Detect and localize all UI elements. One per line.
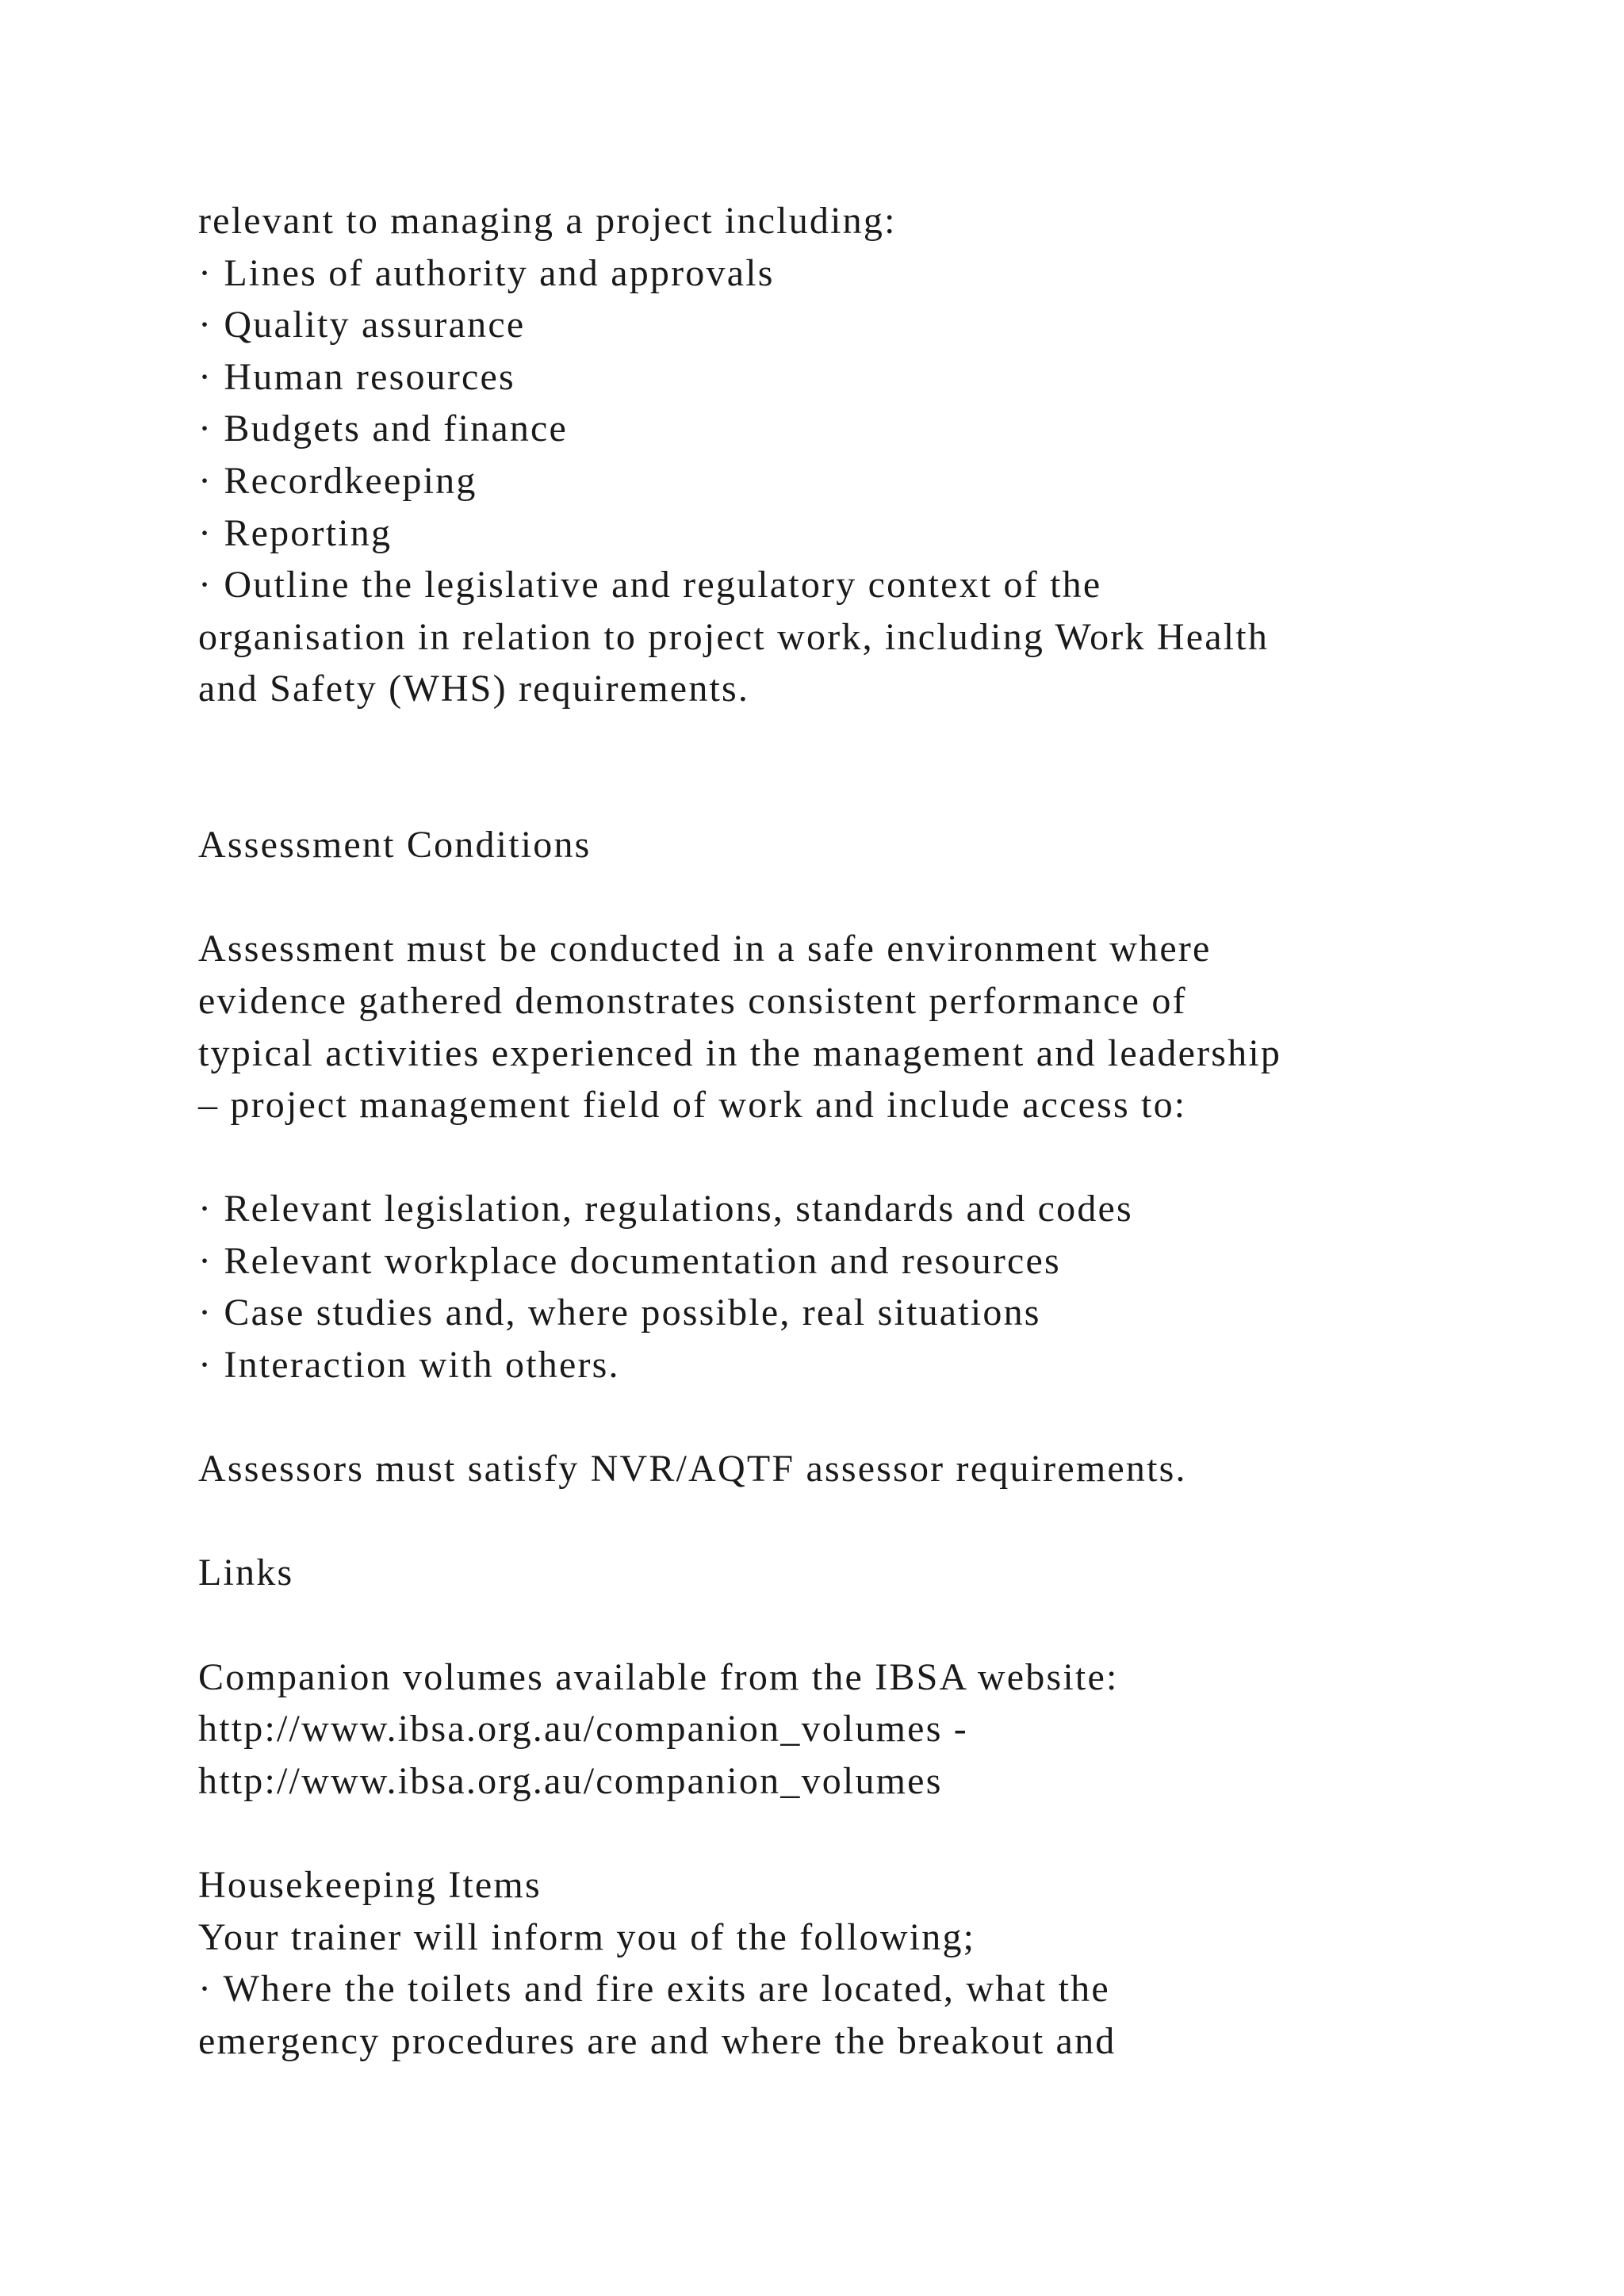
- paragraph-line: Assessment must be conducted in a safe environment where: [198, 928, 1212, 970]
- document-page: [198, 195, 1530, 2067]
- spacer: [198, 1495, 1530, 1548]
- list-item: · Case studies and, where possible, real situations: [198, 1292, 1041, 1334]
- outline-line: and Safety (WHS) requirements.: [198, 668, 750, 710]
- list-item: · Quality assurance: [198, 304, 526, 346]
- list-item: · Reporting: [198, 511, 393, 554]
- paragraph-line: typical activities experienced in the management and leadership: [198, 1031, 1282, 1074]
- list-item: · Lines of authority and approvals: [198, 251, 775, 294]
- spacer: [198, 715, 1530, 819]
- housekeeping-heading: Housekeeping Items: [198, 1864, 542, 1906]
- paragraph-line: – project management field of work and include access to:: [198, 1084, 1187, 1127]
- list-item: · Relevant workplace documentation and resources: [198, 1239, 1061, 1282]
- outline-line: · Outline the legislative and regulatory context of the: [198, 564, 1102, 607]
- links-heading: Links: [198, 1552, 294, 1594]
- list-item: · Budgets and finance: [198, 408, 569, 450]
- housekeeping-line: Your trainer will inform you of the following;: [198, 1915, 976, 1958]
- list-item: · Interaction with others.: [198, 1344, 620, 1387]
- spacer: [198, 1807, 1530, 1859]
- intro-lead: relevant to managing a project including:: [198, 200, 897, 242]
- spacer: [198, 871, 1530, 924]
- links-url: http://www.ibsa.org.au/companion_volumes -: [198, 1708, 968, 1751]
- links-line: Companion volumes available from the IBSA website:: [198, 1655, 1119, 1698]
- outline-line: organisation in relation to project work, including Work Health: [198, 615, 1270, 658]
- paragraph-line: evidence gathered demonstrates consistent performance of: [198, 979, 1187, 1022]
- list-item: · Relevant legislation, regulations, standards and codes: [198, 1188, 1133, 1230]
- spacer: [198, 1391, 1530, 1444]
- spacer: [198, 1599, 1530, 1651]
- list-item: · Recordkeeping: [198, 459, 477, 502]
- list-item: · Human resources: [198, 355, 515, 398]
- assessors-requirement: Assessors must satisfy NVR/AQTF assessor requirements.: [198, 1448, 1187, 1490]
- assessment-conditions-heading: Assessment Conditions: [198, 824, 592, 867]
- spacer: [198, 1131, 1530, 1184]
- housekeeping-line: · Where the toilets and fire exits are located, what the: [198, 1968, 1110, 2011]
- housekeeping-line: emergency procedures are and where the breakout and: [198, 2019, 1116, 2062]
- links-url: http://www.ibsa.org.au/companion_volumes: [198, 1759, 943, 1802]
